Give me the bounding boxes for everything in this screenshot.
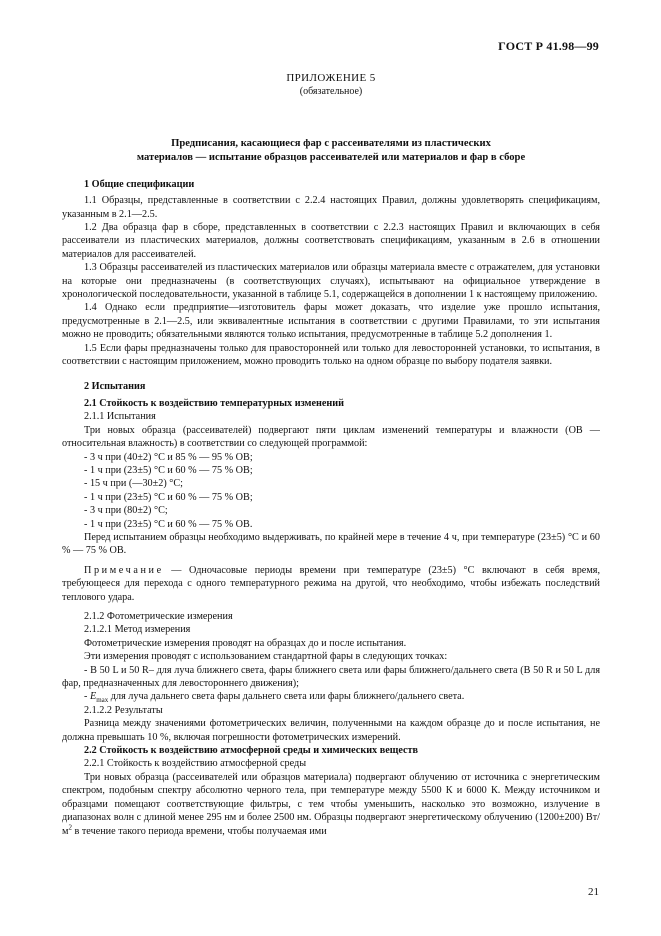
page-number: 21 [588, 886, 599, 898]
unit-superscript: 2 [68, 823, 72, 832]
note-text: — Одночасовые периоды времени при температуре (23±5) °С включают в себя время, требующееся для перехода с одного температурного режима на другой, что необходимо, чтобы избежать последствий теплового удара. [62, 564, 600, 603]
conditioning-paragraph: Перед испытанием образцы необходимо выдерживать, по крайней мере в течение 4 ч, при температуре (23±5) °С и 60 % — 75 % ОВ. [62, 531, 600, 557]
paragraph-1-1: 1.1 Образцы, представленные в соответствии с 2.2.4 настоящих Правил, должны удовлетворять спецификациям, указанным в 2.1—2.5. [62, 195, 600, 220]
section-1-title: 1 Общие спецификации [84, 178, 195, 190]
subsection-2-1-1: 2.1.1 Испытания [84, 411, 156, 423]
list-item: - 1 ч при (23±5) °С и 60 % — 75 % ОВ; [84, 464, 253, 476]
paragraph-1-5: 1.5 Если фары предназначены только для правосторонней или только для левосторонней установки, то испытания, в соответствии с настоящим приложением, можно проводить только на одном образце по выбору подателя заявки. [62, 342, 600, 368]
paragraph-2-2-1-text-end: в течение такого периода времени, чтобы получаемая ими [71, 825, 327, 837]
standard-number: ГОСТ Р 41.98—99 [498, 39, 599, 53]
test-program-list [62, 451, 600, 531]
method-text-4 [62, 690, 600, 703]
heading-line-1: Предписания, касающиеся фар с рассеивателями из пластических [171, 137, 491, 149]
emax-symbol: E [89, 691, 97, 703]
list-item: - 15 ч при (—30±2) °С; [84, 478, 183, 490]
subsection-2-1-2-1: 2.1.2.1 Метод измерения [84, 624, 191, 636]
paragraph-1-2: 1.2 Два образца фар в сборе, представленных в соответствии с 2.2.3 настоящих Правил и включающих в себя рассеиватели из пластических материалов, должны соответствовать спецификациям, указанным в 2.6 в отношении материалов для рассеивателей. [62, 222, 600, 260]
paragraph-1-3: 1.3 Образцы рассеивателей из пластических материалов или образцы материала вместе с отражателем, для установки на которые они предназначены (в соответствующих случаях), испытывают на официальное утверждение в хронологической последовательности, указанной в таблице 5.1, содержащейся в дополнении 1 к настоящему приложению. [62, 262, 600, 301]
paragraph-2-2-1 [62, 771, 600, 838]
paragraph-2-2-1-text: Три новых образца (рассеивателей или образцов материала) подвергают облучению от источника с энергетическим спектром, подобным спектру абсолютно черного тела, при температуре между 5500 К и 6000 К. Между источником и образцами помещают соответствующие фильтры, с тем чтобы уменьшить, насколько это возможно, излучение в диапазонах волн с длиной менее 295 нм и более 2500 нм. Образцы подвергают энергетическому облучению (1200±200) Вт/м [62, 771, 600, 837]
paragraph-1-4: 1.4 Однако если предприятие—изготовитель фары может доказать, что изделие уже прошло испытания, предусмотренные в 2.1—2.5, или эквивалентные испытания в соответствии с другими Правилами, то эти испытания можно не проводить; обязательными являются только испытания, предусмотренные в таблице 5.2 дополнения 1. [62, 302, 600, 341]
method-text-3: - В 50 L и 50 R– для луча ближнего света, фары ближнего света или фары ближнего/дальнего света (В 50 R и 50 L для фар, предназначенных для левостороннего движения); [62, 664, 600, 690]
list-item: - 3 ч при (40±2) °С и 85 % — 95 % ОВ; [84, 451, 253, 463]
appendix-heading [62, 137, 600, 165]
note-label: Примечание [84, 564, 164, 576]
list-item: - 1 ч при (23±5) °С и 60 % — 75 % ОВ. [84, 518, 253, 530]
list-item: - 1 ч при (23±5) °С и 60 % — 75 % ОВ; [84, 491, 253, 503]
dash: - [84, 691, 90, 703]
heading-line-2: материалов — испытание образцов рассеивателей или материалов и фар в сборе [136, 151, 526, 163]
method-text-4-rest: для луча дальнего света фары дальнего света или фары ближнего/дальнего света. [108, 691, 465, 703]
page-content [62, 68, 600, 838]
subsection-2-1-2: 2.1.2 Фотометрические измерения [84, 611, 233, 622]
note-paragraph [62, 564, 600, 604]
appendix-title: ПРИЛОЖЕНИЕ 5 [286, 72, 376, 84]
subsection-2-1-2-2: 2.1.2.2 Результаты [84, 704, 163, 716]
method-text-2: Эти измерения проводят с использованием стандартной фары в следующих точках: [84, 651, 448, 663]
paragraph-2-1-1: Три новых образца (рассеивателей) подвергают пяти циклам изменений температуры и влажности (ОВ — относительная влажность) в соответствии со следующей программой: [62, 424, 600, 450]
list-item: - 3 ч при (80±2) °С; [84, 505, 168, 517]
results-paragraph: Разница между значениями фотометрических величин, полученными на каждом образце до и после испытания, не должна превышать 10 %, включая погрешности фотометрических измерений. [62, 718, 600, 743]
section-2-2-title: 2.2 Стойкость к воздействию атмосферной среды и химических веществ [84, 745, 418, 757]
section-2-1-title: 2.1 Стойкость к воздействию температурных изменений [84, 397, 344, 409]
subsection-2-2-1: 2.2.1 Стойкость к воздействию атмосферной среды [84, 758, 307, 770]
appendix-status: (обязательное) [299, 86, 363, 98]
method-text-1: Фотометрические измерения проводят на образцах до и после испытания. [84, 637, 407, 649]
emax-subscript: max [96, 696, 109, 705]
section-2-title: 2 Испытания [84, 380, 146, 392]
